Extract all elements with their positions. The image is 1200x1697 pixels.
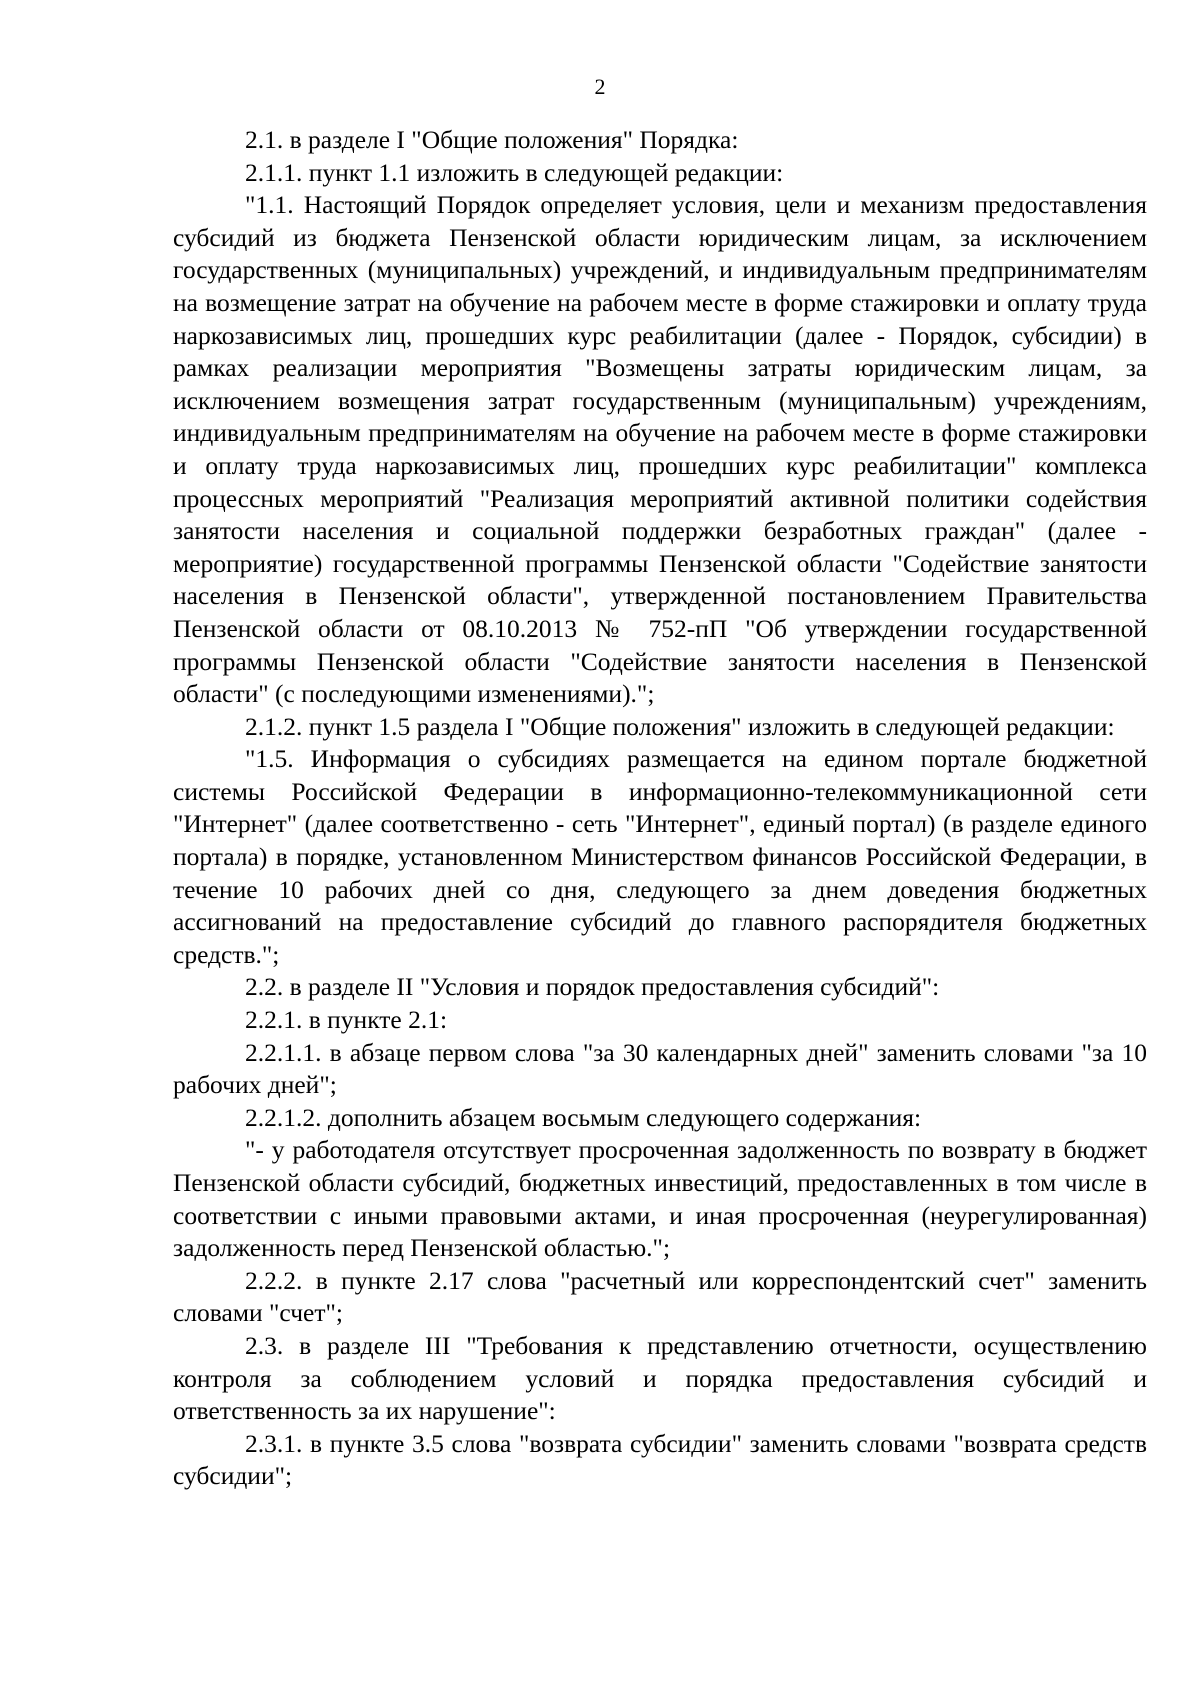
page-number: 2 — [594, 74, 606, 99]
paragraph-2-3-1: 2.3.1. в пункте 3.5 слова "возврата субсидии" заменить словами "возврата средств субсидии"; — [173, 1428, 1147, 1491]
paragraph-2-2-1-1: 2.2.1.1. в абзаце первом слова "за 30 календарных дней" заменить словами "за 10 рабочих дней"; — [173, 1037, 1147, 1100]
paragraph-quote-employer: "- у работодателя отсутствует просроченная задолженность по возврату в бюджет Пензенской области субсидий, бюджетных инвестиций, предоставленных в том числе в соответствии с иными правовыми актами, и иная просроченная (неурегулированная) задолженность перед Пензенской областью."; — [173, 1135, 1147, 1263]
paragraph-2-2-1: 2.2.1. в пункте 2.1: — [245, 1005, 448, 1035]
paragraph-2-1-2: 2.1.2. пункт 1.5 раздела I "Общие положения" изложить в следующей редакции: — [245, 711, 1115, 741]
paragraph-2-3: 2.3. в разделе III "Требования к представлению отчетности, осуществлению контроля за соблюдением условий и порядка предоставления субсидий и ответственность за их нарушение": — [173, 1330, 1147, 1426]
paragraph-2-1: 2.1. в разделе I "Общие положения" Порядка: — [245, 125, 739, 154]
paragraph-2-1-1: 2.1.1. пункт 1.1 изложить в следующей редакции: — [245, 157, 784, 187]
paragraph-2-2: 2.2. в разделе II "Условия и порядок предоставления субсидий": — [245, 972, 940, 1002]
paragraph-quote-1-1: "1.1. Настоящий Порядок определяет условия, цели и механизм предоставления субсидий из бюджета Пензенской области юридическим лицам, за исключением государственных (муниципальных) учреждений, и индивидуальным предпринимателям на возмещение затрат на обучение на рабочем месте в форме стажировки и оплату труда наркозависимых лиц, прошедших курс реабилитации (далее - Порядок, субсидии) в рамках реализации мероприятия "Возмещены затраты юридическим лицам, за исключением возмещения затрат государственным (муниципальным) учреждениям, индивидуальным предпринимателям на обучение на рабочем месте в форме стажировки и оплату труда наркозависимых лиц, прошедших курс реабилитации" комплекса процессных мероприятий "Реализация мероприятий активной политики содействия занятости населения и социальной поддержки безработных граждан" (далее - мероприятие) государственной программы Пензенской области "Содействие занятости населения в Пензенской области", утвержденной постановлением Правительства Пензенской области от 08.10.2013 № 752-пП "Об утверждении государственной программы Пензенской области "Содействие занятости населения в Пензенской области" (с последующими изменениями)."; — [173, 190, 1147, 709]
paragraph-2-2-2: 2.2.2. в пункте 2.17 слова "расчетный или корреспондентский счет" заменить словами "счет"; — [173, 1265, 1147, 1328]
paragraph-2-2-1-2: 2.2.1.2. дополнить абзацем восьмым следующего содержания: — [245, 1102, 922, 1132]
paragraph-quote-1-5: "1.5. Информация о субсидиях размещается на едином портале бюджетной системы Российской Федерации в информационно-телекоммуникационной сети "Интернет" (далее соответственно - сеть "Интернет", единый портал) (в разделе единого портала) в порядке, установленном Министерством финансов Российской Федерации, в течение 10 рабочих дней со дня, следующего за днем доведения бюджетных ассигнований на предоставление субсидий до главного распорядителя бюджетных средств."; — [173, 744, 1147, 969]
document-body — [173, 124, 1147, 1493]
